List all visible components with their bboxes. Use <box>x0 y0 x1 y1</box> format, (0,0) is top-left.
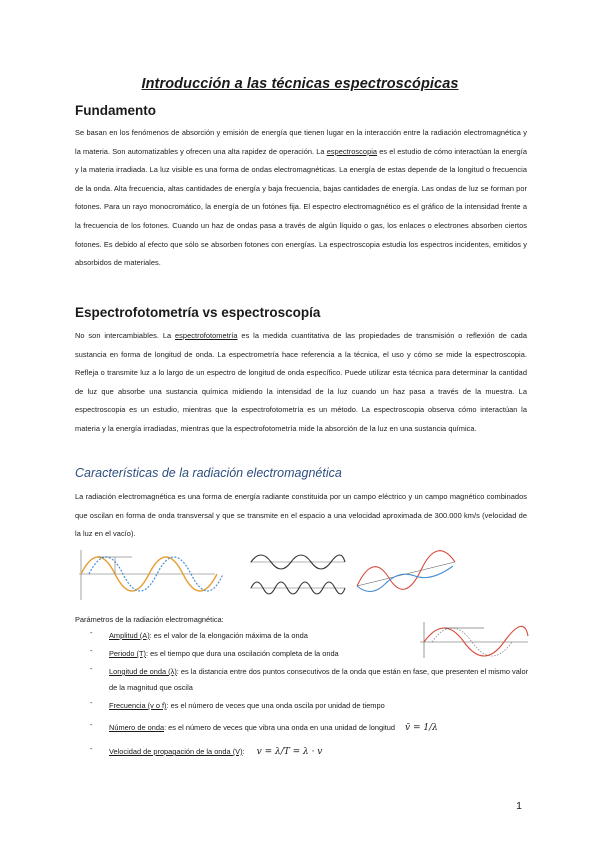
term-periodo: Periodo (T) <box>109 649 146 658</box>
term-espectrofotometria: espectrofotometría <box>175 331 238 340</box>
term-velocidad: Velocidad de propagación de la onda (V) <box>109 747 243 756</box>
list-dash: - <box>90 628 93 637</box>
item-text: : <box>242 747 245 756</box>
item-text: : es el valor de la elongación máxima de la onda <box>149 631 308 640</box>
item-text: : es el número de veces que vibra una onda en una unidad de longitud <box>164 723 395 732</box>
list-dash: - <box>90 646 93 655</box>
page-number: 1 <box>516 800 522 812</box>
params-label: Parámetros de la radiación electromagnética: <box>75 615 224 624</box>
list-dash: - <box>90 664 93 673</box>
text-run: Se basan en los fenómenos de absorción y emisión de energía que tienen lugar en la interacción entre la radiación electromagnética y la materia. Son automatizables y ofrecen una alta rapidez de operación. La <box>75 128 527 156</box>
formula-wavenumber: v̄ = 1/λ <box>405 723 438 733</box>
item-text: : es la distancia entre dos puntos consecutivos de la onda que están en fase, que presenten el mismo valor de la magnitud que oscila <box>109 667 529 692</box>
term-espectroscopia: espectroscopia <box>326 146 378 156</box>
wave-figures-svg <box>75 546 527 602</box>
paragraph-fundamento <box>75 124 527 273</box>
term-numero-onda: Número de onda <box>109 723 165 732</box>
text-run: es el estudio de cómo interactúan la energía y la materia irradiada. La luz visible es una forma de ondas electromagnéticas. La energía de estas depende de la longitud o frecuencia de la onda. Alta frecuencia, altas cantidades de energía y baja frecuencia, bajas cantidades de energía. Las ondas de luz se forman por fotones. Para un rayo monocromático, la energía de un fotónes fija. El espectro electromagnético es el gráfico de la intensidad frente a la frecuencia de los fotones. Cuando un haz de ondas pasa a través de algún líquido o gas, los enlaces o electrones absorben ciertos fotones. Es debido al efecto que sólo se absorben fotones con energías. La espectroscopia estudia los espectros incidentes, emitidos y absorbidos de materiales. <box>75 146 527 268</box>
term-amplitud: Amplitud (A) <box>109 631 150 640</box>
list-dash: - <box>90 698 93 707</box>
list-dash: - <box>90 744 93 753</box>
formula-velocity: v = λ/T = λ · v <box>256 747 323 757</box>
wave-figure-em-field <box>357 551 455 592</box>
paragraph-caracteristicas: La radiación electromagnética es una forma de energía radiante constituida por un campo eléctrico y un campo magnético combinados que oscilan en forma de onda transversal y que se transmite en el espacio a una velocidad aproximada de 300.000 km/s (velocidad de la luz en el vacío). <box>75 492 527 539</box>
heading-fundamento: Fundamento <box>75 103 156 118</box>
heading-caracteristicas: Características de la radiación electromagnética <box>75 466 342 480</box>
item-text: : es el número de veces que una onda oscila por unidad de tiempo <box>166 701 385 710</box>
item-text: : es el tiempo que dura una oscilación completa de la onda <box>145 649 339 658</box>
page-title: Introducción a las técnicas espectroscópicas <box>141 76 459 92</box>
wave-figure-amplitude <box>79 550 223 600</box>
heading-espectrofotometria: Espectrofotometría vs espectroscopía <box>75 305 321 320</box>
wave-figures <box>75 546 527 602</box>
list-dash: - <box>90 720 93 729</box>
wave-figure-frequency <box>250 555 345 594</box>
paragraph-espectrofotometria <box>75 327 527 439</box>
term-frecuencia: Frecuencia (v o f) <box>109 701 167 710</box>
term-longitud-onda: Longitud de onda (λ) <box>109 667 177 676</box>
text-run: es la medida cuantitativa de las propiedades de transmisión o reflexión de cada sustancia en forma de longitud de onda. La espectrometría hace referencia a la técnica, el uso y cómo se mide la espectroscopia. Refleja o transmite luz a lo largo de un espectro de longitud de onda específico. Puede utilizar esta técnica para determinar la cantidad de luz que absorbe una sustancia química midiendo la intensidad de la luz cuando un haz pasa a través de la muestra. La espectroscopia es un estudio, mientras que la espectrofotometría es un método. La espectroscopia observa cómo interactúan la materia y la energía irradiadas, mientras que la espectrofotometría mide la absorción de la luz en una sustancia química. <box>75 331 527 433</box>
text-run: No son intercambiables. La <box>75 331 176 340</box>
